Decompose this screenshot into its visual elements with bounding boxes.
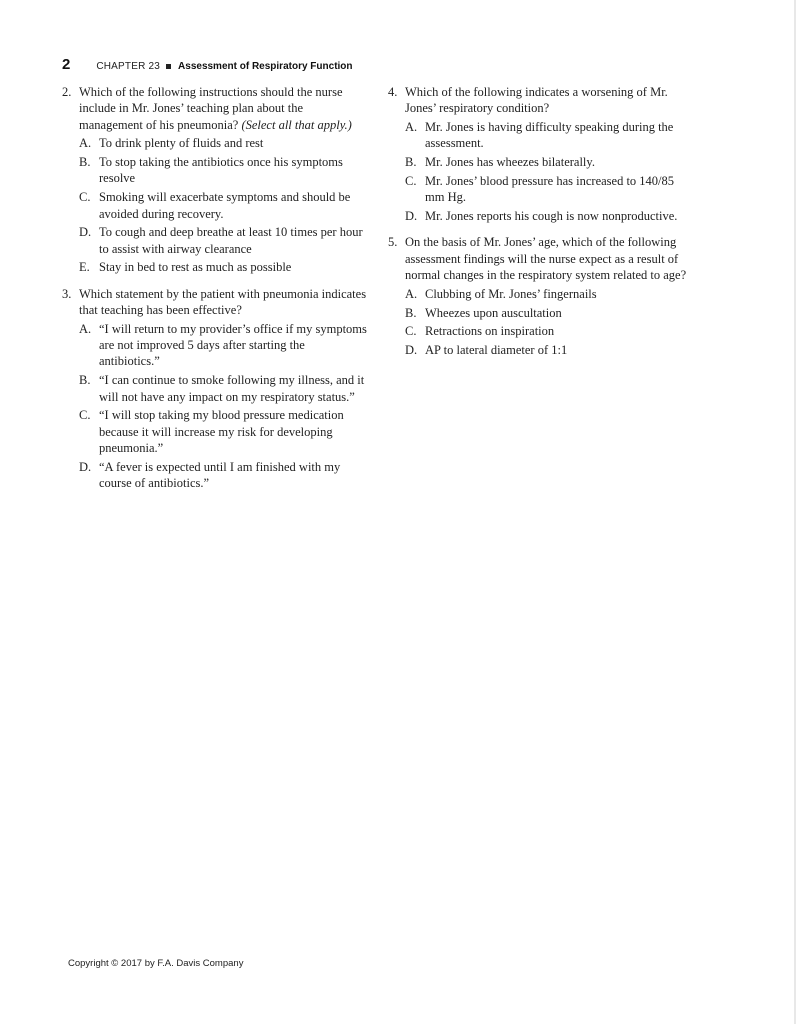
option-text: Mr. Jones’ blood pressure has increased to 140/85 mm Hg. — [425, 173, 675, 205]
option-text: Mr. Jones has wheezes bilaterally. — [425, 155, 595, 170]
question-4 — [388, 84, 688, 224]
answer-option[interactable] — [388, 323, 688, 339]
answer-option[interactable] — [62, 259, 368, 275]
page-number: 2 — [62, 56, 71, 73]
answer-option[interactable] — [62, 135, 368, 151]
answer-option[interactable] — [62, 154, 368, 187]
answer-option[interactable] — [388, 342, 688, 358]
option-letter: B. — [405, 305, 417, 320]
question-instruction: (Select all that apply.) — [241, 117, 352, 132]
option-text: To stop taking the antibiotics once his symptoms resolve — [99, 155, 343, 186]
question-stem — [388, 84, 688, 117]
option-letter: B. — [79, 155, 91, 170]
option-letter: A. — [79, 321, 92, 336]
option-text: “I will return to my provider’s office if my symptoms are not improved 5 days after starting the antibiotics.” — [99, 321, 367, 369]
question-2 — [62, 84, 368, 276]
option-text: Mr. Jones is having difficulty speaking during the assessment. — [425, 120, 674, 151]
answer-option[interactable] — [388, 208, 688, 224]
option-letter: D. — [79, 459, 92, 474]
option-text: To drink plenty of fluids and rest — [99, 136, 264, 151]
answer-options — [388, 119, 688, 224]
copyright-footer: Copyright © 2017 by F.A. Davis Company — [68, 958, 244, 969]
left-column — [62, 84, 368, 501]
option-letter: B. — [405, 155, 417, 170]
question-text: Which statement by the patient with pneumonia indicates that teaching has been effective? — [79, 286, 367, 318]
question-text: Which of the following indicates a worsening of Mr. Jones’ respiratory condition? — [405, 85, 668, 116]
answer-option[interactable] — [388, 173, 688, 206]
answer-option[interactable] — [62, 224, 368, 257]
option-letter: C. — [79, 190, 91, 205]
question-stem — [62, 84, 368, 133]
option-letter: D. — [405, 209, 418, 224]
option-letter: B. — [79, 373, 91, 388]
answer-option[interactable] — [62, 189, 368, 222]
question-3 — [62, 286, 368, 492]
page-header — [62, 56, 353, 73]
question-stem-text: Which of the following instructions should the nurse include in Mr. Jones’ teaching plan about the management of his pneumonia? — [79, 85, 343, 132]
answer-option[interactable] — [62, 321, 368, 370]
option-letter: E. — [79, 260, 90, 275]
option-letter: A. — [79, 136, 92, 151]
question-text — [79, 84, 368, 133]
answer-option[interactable] — [388, 154, 688, 170]
answer-option[interactable] — [388, 119, 688, 152]
option-letter: D. — [79, 225, 92, 240]
question-number: 2. — [62, 85, 72, 99]
answer-option[interactable] — [388, 305, 688, 321]
answer-option[interactable] — [388, 286, 688, 302]
option-text: AP to lateral diameter of 1:1 — [425, 343, 568, 358]
option-text: “I can continue to smoke following my illness, and it will not have any impact on my respiratory status.” — [99, 373, 365, 404]
option-text: Clubbing of Mr. Jones’ fingernails — [425, 286, 597, 301]
option-letter: A. — [405, 120, 418, 135]
right-column — [388, 84, 688, 368]
option-text: Mr. Jones reports his cough is now nonproductive. — [425, 209, 678, 224]
question-number: 4. — [388, 85, 398, 99]
option-text: Smoking will exacerbate symptoms and should be avoided during recovery. — [99, 190, 351, 221]
question-5 — [388, 234, 688, 358]
option-letter: C. — [405, 324, 417, 339]
answer-option[interactable] — [62, 372, 368, 405]
option-text: Wheezes upon auscultation — [425, 305, 562, 320]
answer-option[interactable] — [62, 407, 368, 456]
answer-options — [388, 286, 688, 359]
chapter-label: CHAPTER 23 — [96, 61, 161, 72]
header-square-bullet-icon — [166, 64, 171, 69]
option-text: Retractions on inspiration — [425, 324, 555, 339]
option-text: To cough and deep breathe at least 10 times per hour to assist with airway clearance — [99, 225, 363, 256]
question-text: On the basis of Mr. Jones’ age, which of the following assessment findings will the nurse expect as a result of normal changes in the respiratory system related to age? — [405, 235, 687, 282]
answer-option[interactable] — [62, 459, 368, 492]
option-text: Stay in bed to rest as much as possible — [99, 260, 292, 275]
answer-options — [62, 321, 368, 491]
chapter-title: Assessment of Respiratory Function — [178, 61, 353, 72]
question-number: 5. — [388, 235, 398, 250]
option-letter: D. — [405, 343, 418, 358]
question-stem — [62, 286, 368, 319]
option-letter: C. — [79, 408, 91, 423]
option-letter: A. — [405, 286, 418, 301]
answer-options — [62, 135, 368, 275]
option-letter: C. — [405, 173, 417, 188]
option-text: “A fever is expected until I am finished with my course of antibiotics.” — [99, 459, 341, 491]
question-number: 3. — [62, 286, 72, 301]
question-stem — [388, 234, 688, 283]
option-text: “I will stop taking my blood pressure medication because it will increase my risk for developing pneumonia.” — [99, 408, 344, 455]
